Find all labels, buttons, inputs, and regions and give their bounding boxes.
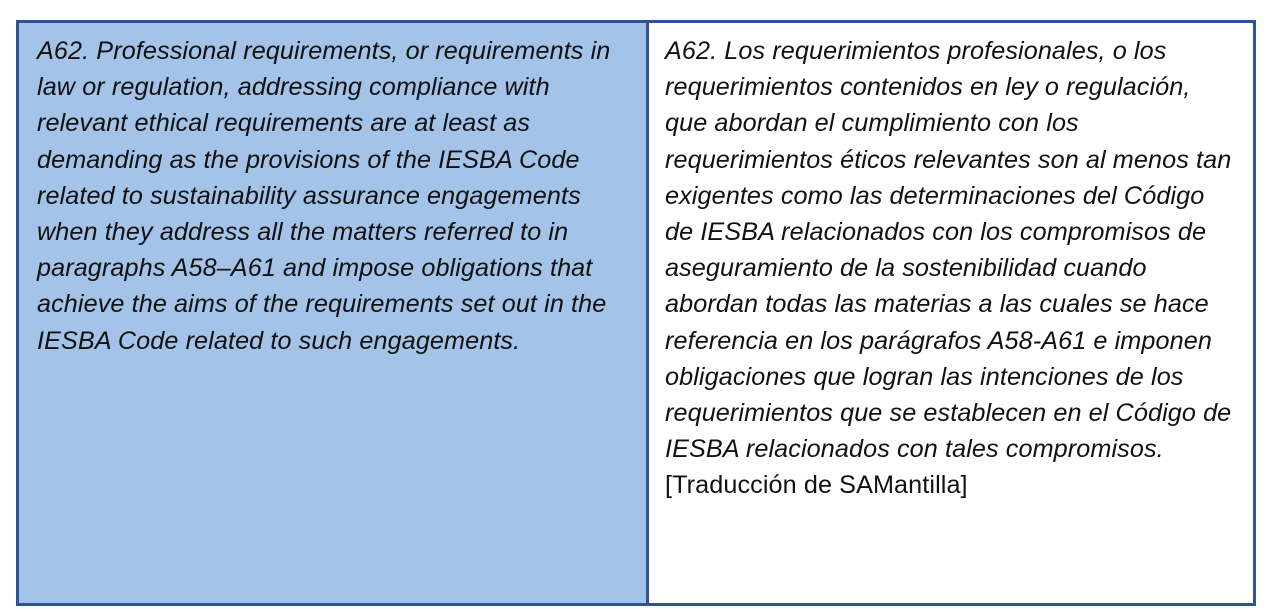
spanish-cell <box>649 23 1253 603</box>
english-cell <box>19 23 649 603</box>
bilingual-table <box>16 20 1256 606</box>
spanish-paragraph: A62. Los requerimientos profesionales, o los requerimientos contenidos en ley o regulación, que abordan el cumplimiento con los requerimientos éticos relevantes son al menos tan exigentes como las determinaciones del Código de IESBA relacionados con los compromisos de aseguramiento de la sostenibilidad cuando abordan todas las materias a las cuales se hace referencia en los parágrafos A58-A61 e imponen obligaciones que logran las intenciones de los requerimientos que se establecen en el Código de IESBA relacionados con tales compromisos. <box>665 37 1232 464</box>
translation-credit: [Traducción de SAMantilla] <box>665 471 968 500</box>
english-paragraph: A62. Professional requirements, or requirements in law or regulation, addressing compliance with relevant ethical requirements are at least as demanding as the provisions of the IESBA Code related to sustainability assurance engagements when they address all the matters referred to in paragraphs A58–A61 and impose obligations that achieve the aims of the requirements set out in the IESBA Code related to such engagements. <box>37 37 611 355</box>
